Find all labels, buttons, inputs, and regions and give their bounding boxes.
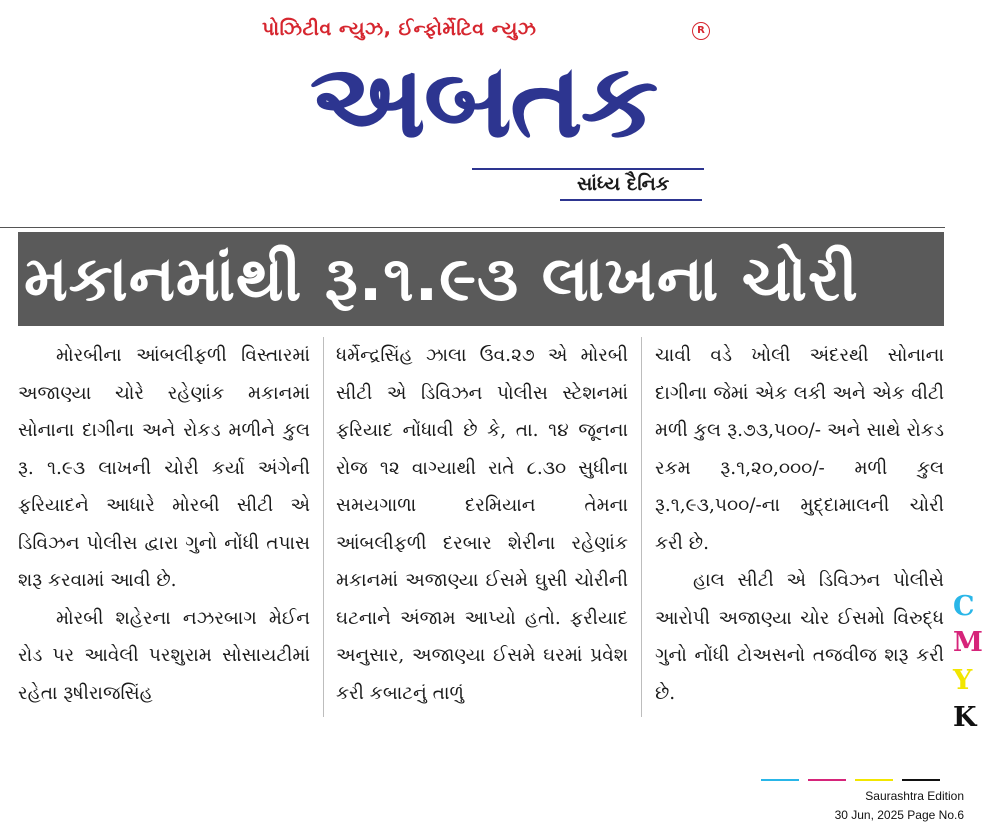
registered-mark-icon: R: [692, 22, 710, 40]
column-divider: [641, 337, 642, 717]
edition-footer: [800, 787, 964, 825]
article-column-1: [18, 337, 310, 727]
article-column-2: [336, 337, 628, 727]
edition-name: Saurashtra Edition: [865, 789, 964, 803]
cmyk-mark-magenta: M: [953, 627, 983, 658]
masthead: [0, 0, 973, 215]
edition-date-page: 30 Jun, 2025 Page No.6: [834, 808, 964, 822]
masthead-subbrand: સાંધ્ય દૈનિક: [577, 173, 670, 195]
article-paragraph: હાલ સીટી એ ડિવિઝન પોલીસે આરોપી અજાણ્યા ચોર ઈસમો વિરુદ્ધ ગુનો નોંધી ટોઅસનો તજવીજ શરૂ કરી છે.: [655, 570, 944, 704]
article-paragraph: મોરબીના આંબલીફળી વિસ્તારમાં અજાણ્યા ચોરે રહેણાંક મકાનમાં સોનાના દાગીના અને રોકડ મળીને કુલ રૂ. ૧.૯૩ લાખની ચોરી કર્યા અંગેની ફરિયાદને આધારે મોરબી સીટી એ ડિવિઝન પોલીસ દ્વારા ગુનો નોંધી તપાસ શરૂ કરવામાં આવી છે.: [18, 345, 310, 591]
masthead-divider: [0, 227, 945, 228]
logo-wordmark: અબતક: [309, 42, 657, 161]
cmyk-mark-black: K: [953, 702, 977, 733]
logo-underline: [472, 168, 704, 170]
color-bar-black: [902, 779, 940, 781]
cmyk-mark-cyan: C: [953, 591, 975, 622]
newspaper-logo: [262, 38, 704, 166]
article-paragraph: ચાવી વડે ખોલી અંદરથી સોનાના દાગીના જેમાં એક લકી અને એક વીટી મળી કુલ રૂ.૭૩,૫૦૦/- અને સાથે રોકડ રકમ રૂ.૧,૨૦,૦૦૦/- મળી કુલ રૂ.૧,૯૩,૫૦૦/-ના મુદ્દામાલની ચોરી કરી છે.: [655, 345, 944, 554]
article-paragraph: મોરબી શહેરના નઝરબાગ મેઈન રોડ પર આવેલી પરશુરામ સોસાયટીમાં રહેતા રૂષીરાજસિંહ: [18, 607, 310, 704]
color-bar-cyan: [761, 779, 799, 781]
headline-banner: [18, 232, 944, 326]
subbrand-underline: [560, 199, 702, 201]
column-divider: [323, 337, 324, 717]
article-paragraph: ધર્મેન્દ્રસિંહ ઝાલા ઉવ.૨૭ એ મોરબી સીટી એ ડિવિઝન પોલીસ સ્ટેશનમાં ફરિયાદ નોંધાવી છે કે, તા. ૧૪ જૂનના રોજ ૧૨ વાગ્યાથી રાતે ૮.૩૦ સુધીના સમયગાળા દરમિયાન તેમના આંબલીફળી દરબાર શેરીના રહેણાંક મકાનમાં અજાણ્યા ઈસમે ઘુસી ચોરીની ઘટનાને અંજામ આપ્યો હતો. ફરીયાદ અનુસાર, અજાણ્યા ઈસમે ઘરમાં પ્રવેશ કરી કબાટનું તાળું: [336, 345, 628, 704]
color-bar-magenta: [808, 779, 846, 781]
color-bar-yellow: [855, 779, 893, 781]
article-column-3: [655, 337, 944, 727]
masthead-tagline: પોઝિટીવ ન્યુઝ, ઈન્ફોર્મેટિવ ન્યુઝ: [262, 18, 537, 40]
cmyk-mark-yellow: Y: [953, 665, 973, 696]
article-headline: મકાનમાંથી રૂ.૧.૯૩ લાખના ચોરી: [24, 242, 859, 315]
